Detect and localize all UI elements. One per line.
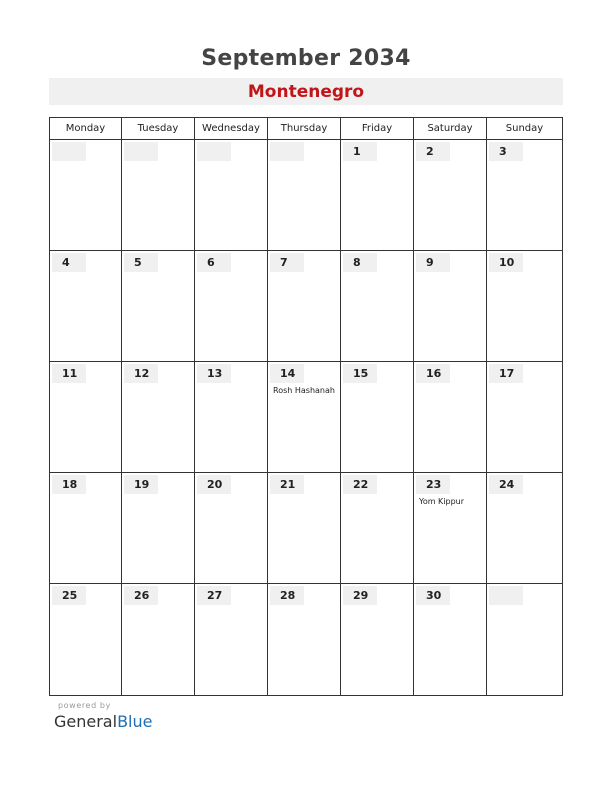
day-number [270, 142, 304, 161]
day-cell[interactable] [122, 584, 195, 695]
calendar-weeks [50, 140, 562, 695]
day-number: 9 [416, 253, 450, 272]
day-cell[interactable] [341, 473, 414, 583]
holiday-label: Rosh Hashanah [273, 386, 335, 395]
day-number: 5 [124, 253, 158, 272]
day-cell[interactable] [122, 251, 195, 361]
day-number: 25 [52, 586, 86, 605]
day-number: 7 [270, 253, 304, 272]
day-cell[interactable] [50, 473, 122, 583]
day-cell[interactable] [50, 140, 122, 250]
brand-part-blue: Blue [117, 712, 153, 731]
day-number: 2 [416, 142, 450, 161]
day-number: 10 [489, 253, 523, 272]
day-cell[interactable] [195, 473, 268, 583]
week-row [50, 473, 562, 584]
day-cell[interactable] [341, 362, 414, 472]
day-cell[interactable] [122, 140, 195, 250]
weekday-header-sunday: Sunday [505, 123, 544, 134]
day-cell[interactable] [122, 473, 195, 583]
day-number [197, 142, 231, 161]
weekday-header-wednesday: Wednesday [195, 118, 268, 139]
week-row [50, 584, 562, 695]
day-cell[interactable] [414, 473, 487, 583]
day-cell[interactable] [50, 362, 122, 472]
country-name: Montenegro [247, 82, 365, 102]
day-number: 14 [270, 364, 304, 383]
holiday-label: Yom Kippur [419, 497, 465, 506]
day-number: 11 [52, 364, 86, 383]
weekday-header-monday: Monday [50, 118, 122, 139]
day-cell[interactable] [195, 140, 268, 250]
day-number: 24 [489, 475, 523, 494]
day-number: 15 [343, 364, 377, 383]
day-number [124, 142, 158, 161]
day-cell[interactable] [414, 362, 487, 472]
day-number: 16 [416, 364, 450, 383]
day-cell[interactable] [341, 251, 414, 361]
day-number: 23 [416, 475, 450, 494]
day-number: 20 [197, 475, 231, 494]
day-cell[interactable] [487, 584, 562, 695]
brand-part-general: General [54, 712, 118, 731]
day-cell[interactable] [195, 362, 268, 472]
day-number: 1 [343, 142, 377, 161]
weekday-header-friday: Friday [341, 118, 414, 139]
day-number: 12 [124, 364, 158, 383]
day-number: 27 [197, 586, 231, 605]
day-number: 8 [343, 253, 377, 272]
weekday-header-row [50, 118, 562, 140]
day-number: 30 [416, 586, 450, 605]
day-number: 29 [343, 586, 377, 605]
country-banner [49, 78, 563, 105]
day-number: 19 [124, 475, 158, 494]
weekday-header-tuesday: Tuesday [122, 118, 195, 139]
day-number: 28 [270, 586, 304, 605]
day-cell[interactable] [268, 584, 341, 695]
powered-by-label: powered by [58, 701, 111, 710]
day-number [52, 142, 86, 161]
day-cell[interactable] [268, 362, 341, 472]
day-cell[interactable] [50, 251, 122, 361]
day-cell[interactable] [487, 140, 562, 250]
day-cell[interactable] [341, 584, 414, 695]
day-number: 6 [197, 253, 231, 272]
day-cell[interactable] [414, 251, 487, 361]
day-cell[interactable] [195, 251, 268, 361]
week-row [50, 140, 562, 251]
day-cell[interactable] [268, 251, 341, 361]
day-number: 4 [52, 253, 86, 272]
day-number: 22 [343, 475, 377, 494]
day-number: 18 [52, 475, 86, 494]
week-row [50, 251, 562, 362]
day-cell[interactable] [414, 584, 487, 695]
day-cell[interactable] [50, 584, 122, 695]
day-number: 21 [270, 475, 304, 494]
day-cell[interactable] [268, 140, 341, 250]
week-row [50, 362, 562, 473]
day-cell[interactable] [487, 251, 562, 361]
day-cell[interactable] [122, 362, 195, 472]
generalblue-logo[interactable] [54, 712, 152, 731]
day-number [489, 586, 523, 605]
day-cell[interactable] [414, 140, 487, 250]
day-cell[interactable] [195, 584, 268, 695]
day-cell[interactable] [268, 473, 341, 583]
day-number: 17 [489, 364, 523, 383]
day-cell[interactable] [487, 473, 562, 583]
day-number: 13 [197, 364, 231, 383]
weekday-header-saturday: Saturday [414, 118, 487, 139]
day-number: 3 [489, 142, 523, 161]
day-cell[interactable] [487, 362, 562, 472]
day-number: 26 [124, 586, 158, 605]
page-title: September 2034 [201, 46, 411, 71]
calendar-grid [49, 117, 563, 696]
weekday-header-thursday: Thursday [268, 118, 341, 139]
day-cell[interactable] [341, 140, 414, 250]
